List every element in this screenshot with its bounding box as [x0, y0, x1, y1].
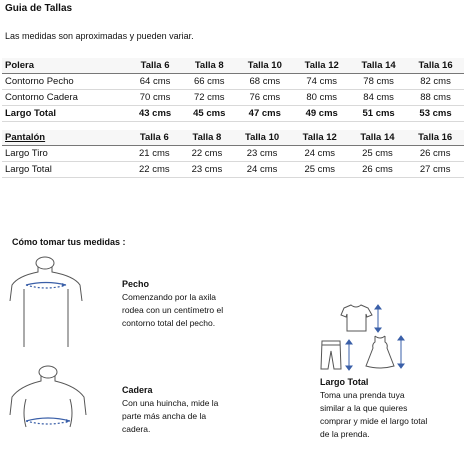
largo-line: Toma una prenda tuya — [320, 390, 405, 400]
arrow-icon — [346, 340, 352, 370]
table-cell: 53 cms — [407, 106, 464, 122]
pecho-line: rodea con un centímetro el — [122, 305, 224, 315]
cadera-line: Con una huincha, mide la — [122, 398, 219, 408]
table-header-cell: Talla 6 — [140, 60, 170, 71]
row-label: Largo Total — [2, 106, 128, 122]
table-header-cell: Talla 14 — [361, 60, 396, 71]
table-row — [2, 74, 464, 90]
table-row — [2, 146, 464, 162]
table-cell: 66 cms — [182, 74, 236, 90]
polera-size-table — [2, 58, 464, 122]
shirt-icon — [338, 303, 388, 335]
table-cell: 47 cms — [236, 106, 293, 122]
largo-total-instructions — [320, 376, 470, 441]
largo-line: similar a la que quieres — [320, 403, 408, 413]
table-cell: 49 cms — [293, 106, 350, 122]
cadera-line: cadera. — [122, 424, 151, 434]
table-cell: 82 cms — [407, 74, 464, 90]
pecho-instructions — [122, 278, 272, 330]
cadera-line: parte más ancha de la — [122, 411, 207, 421]
table-cell: 76 cms — [236, 90, 293, 106]
table-cell: 25 cms — [291, 162, 349, 178]
table-header-cell: Talla 16 — [418, 60, 453, 71]
pecho-line: Comenzando por la axila — [122, 292, 217, 302]
table-header-cell: Pantalón — [5, 132, 46, 143]
table-cell: 88 cms — [407, 90, 464, 106]
pantalon-size-table — [2, 130, 464, 178]
table-cell: 68 cms — [236, 74, 293, 90]
row-label: Contorno Pecho — [2, 74, 128, 90]
table-cell: 80 cms — [293, 90, 350, 106]
table-cell: 72 cms — [182, 90, 236, 106]
table-header-cell: Talla 8 — [192, 132, 222, 143]
table-row — [2, 106, 464, 122]
table-cell: 74 cms — [293, 74, 350, 90]
body-hip-figure — [8, 365, 118, 435]
arrow-icon — [375, 305, 381, 332]
table-row — [2, 162, 464, 178]
table-cell: 22 cms — [128, 162, 181, 178]
row-label: Largo Tiro — [2, 146, 128, 162]
cadera-title: Cadera — [122, 385, 153, 395]
table-header-cell: Talla 10 — [247, 60, 282, 71]
table-row — [2, 90, 464, 106]
table-cell: 27 cms — [406, 162, 464, 178]
table-cell: 22 cms — [181, 146, 234, 162]
table-header-cell: Talla 10 — [244, 132, 280, 143]
table-header-cell: Talla 16 — [418, 132, 453, 143]
table-cell: 21 cms — [128, 146, 181, 162]
largo-line: comprar y mide el largo total — [320, 416, 428, 426]
table-cell: 26 cms — [406, 146, 464, 162]
largo-line: de la prenda. — [320, 429, 370, 439]
table-header-row — [2, 130, 464, 146]
table-header-row — [2, 58, 464, 74]
row-label: Contorno Cadera — [2, 90, 128, 106]
cadera-instructions — [122, 384, 272, 436]
table-header-cell: Talla 12 — [304, 60, 339, 71]
pants-icon — [318, 337, 360, 373]
table-cell: 24 cms — [233, 162, 291, 178]
table-cell: 43 cms — [128, 106, 182, 122]
table-cell: 45 cms — [182, 106, 236, 122]
table-cell: 23 cms — [181, 162, 234, 178]
table-cell: 51 cms — [350, 106, 407, 122]
arrow-icon — [398, 336, 404, 368]
table-header-cell: Talla 12 — [302, 132, 337, 143]
table-cell: 23 cms — [233, 146, 291, 162]
table-cell: 26 cms — [349, 162, 407, 178]
howto-title: Cómo tomar tus medidas : — [12, 237, 126, 247]
pecho-line: contorno total del pecho. — [122, 318, 216, 328]
table-cell: 78 cms — [350, 74, 407, 90]
table-cell: 70 cms — [128, 90, 182, 106]
body-chest-figure — [8, 255, 118, 350]
table-header-cell: Talla 8 — [194, 60, 224, 71]
page-subtitle: Las medidas son aproximadas y pueden variar. — [5, 31, 194, 41]
table-header-cell: Polera — [5, 60, 35, 71]
table-cell: 64 cms — [128, 74, 182, 90]
table-cell: 25 cms — [349, 146, 407, 162]
pecho-title: Pecho — [122, 279, 150, 289]
table-header-cell: Talla 14 — [360, 132, 395, 143]
row-label: Largo Total — [2, 162, 128, 178]
table-cell: 84 cms — [350, 90, 407, 106]
dress-icon — [363, 333, 409, 371]
largo-title: Largo Total — [320, 377, 369, 387]
page-title: Guia de Tallas — [5, 3, 73, 14]
table-cell: 24 cms — [291, 146, 349, 162]
table-header-cell: Talla 6 — [139, 132, 169, 143]
